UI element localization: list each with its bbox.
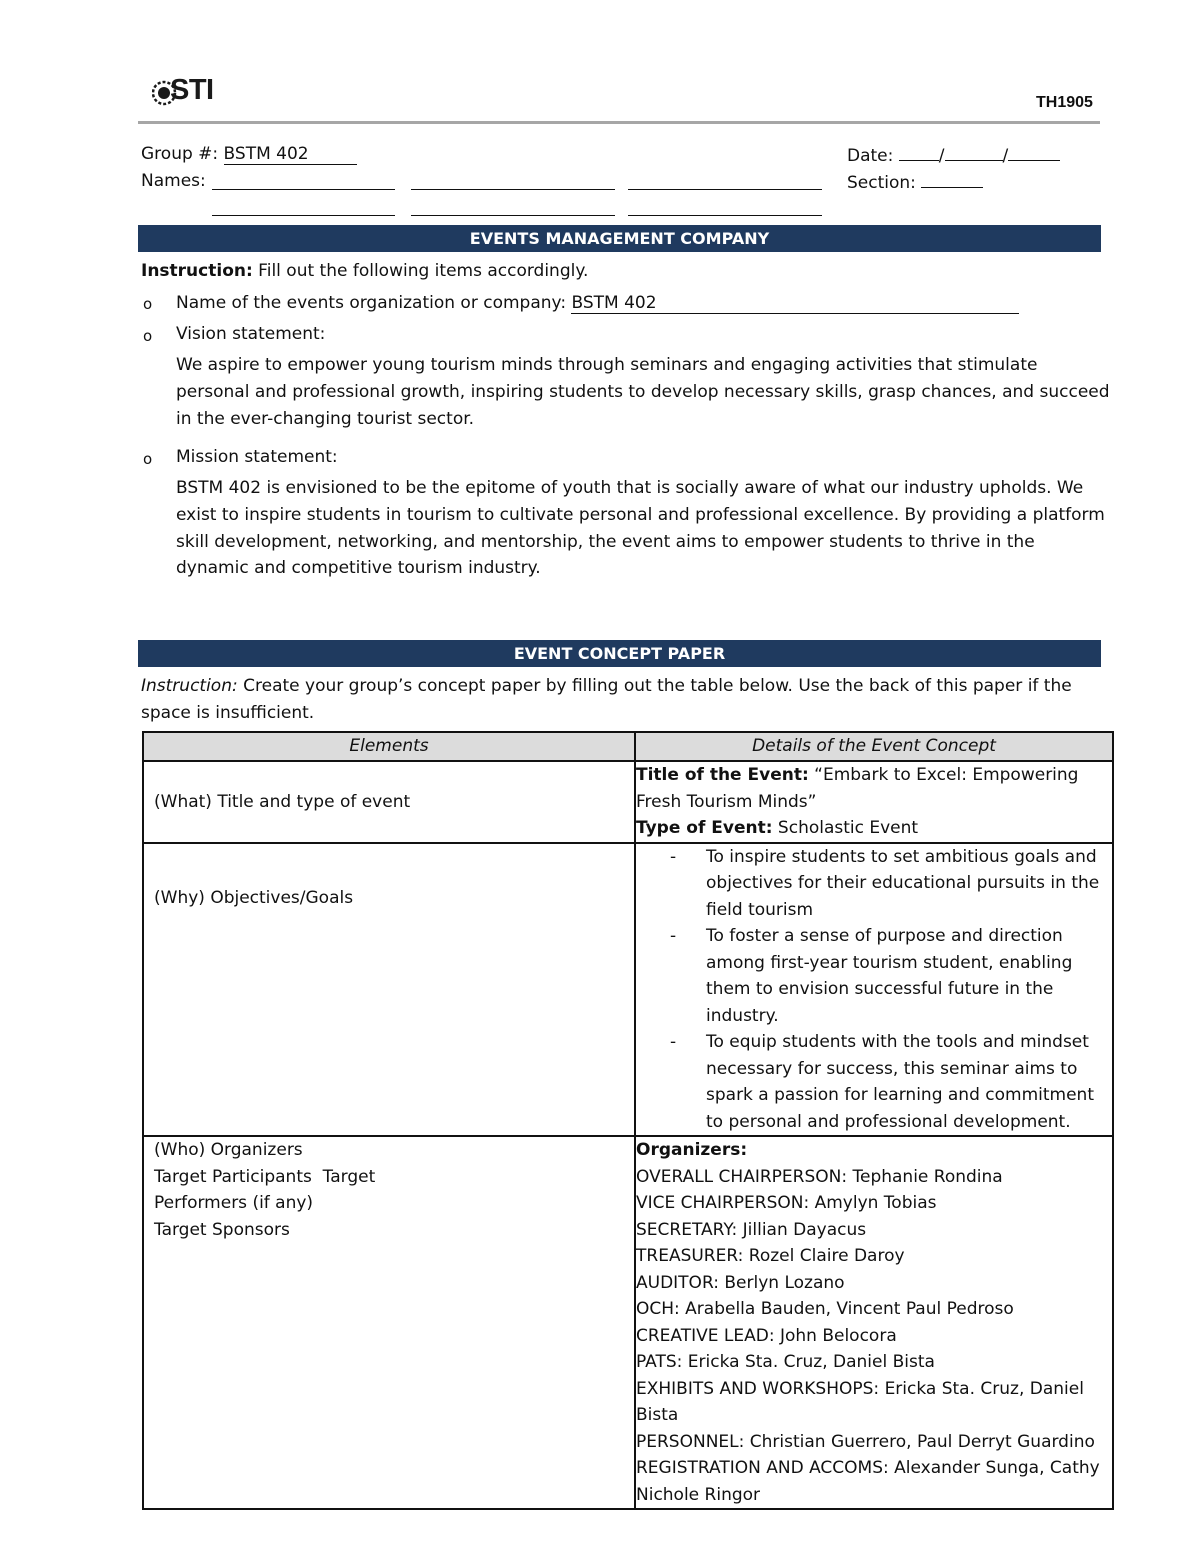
organizer-line	[636, 1376, 1112, 1403]
organizer-names: Christian Guerrero, Paul Derryt Guardino	[749, 1431, 1095, 1452]
group-value[interactable]: BSTM 402	[224, 144, 357, 165]
vision-line: in the ever-changing tourist sector.	[176, 408, 475, 429]
section-input[interactable]	[921, 168, 983, 188]
who-line: (Who) Organizers	[154, 1140, 303, 1160]
organizers-label: Organizers:	[636, 1140, 748, 1160]
vision-line: personal and professional growth, inspiring students to develop necessary skills, grasp chances, and succeed	[176, 381, 1110, 402]
date-label: Date:	[847, 146, 894, 166]
title-label: Title of the Event:	[636, 765, 809, 785]
objective-line: to personal and professional development.	[706, 1111, 1071, 1132]
mission-line: skill development, networking, and mentorship, the event aims to empower students to thrive in the	[176, 531, 1035, 552]
objective-line: field tourism	[706, 899, 814, 920]
name-field-1[interactable]	[212, 189, 395, 190]
type-label: Type of Event:	[636, 818, 773, 838]
instruction-1-text: Fill out the following items accordingly.	[252, 261, 589, 281]
organizer-names: Tephanie Rondina	[852, 1166, 1003, 1187]
events-management-banner: EVENTS MANAGEMENT COMPANY	[138, 225, 1101, 252]
instruction-1-label: Instruction:	[141, 261, 253, 281]
objective-line: them to envision successful future in the	[706, 979, 1054, 999]
title-value: “Embark to Excel: Empowering	[808, 765, 1079, 785]
organizer-names: Bista	[636, 1405, 679, 1425]
organizer-line	[636, 1402, 1112, 1429]
company-name-item	[176, 290, 1019, 317]
row-who-details[interactable]	[635, 1136, 1113, 1509]
organizer-role: OVERALL CHAIRPERSON:	[636, 1166, 853, 1187]
objective-line: industry.	[706, 1005, 779, 1026]
header-details: Details of the Event Concept	[635, 732, 1113, 761]
date-month-input[interactable]	[899, 141, 939, 161]
header-divider	[138, 121, 1100, 124]
organizer-line	[636, 1429, 1112, 1456]
instruction-2-line1: Create your group’s concept paper by filling out the table below. Use the back of this paper if the	[237, 676, 1072, 696]
objective-line: To equip students with the tools and mindset	[706, 1032, 1089, 1052]
organizer-line	[636, 1482, 1112, 1509]
dash-bullet: -	[670, 926, 677, 946]
objectives-list	[636, 844, 1112, 1136]
section-label: Section:	[847, 173, 916, 193]
instruction-2-label: Instruction:	[141, 676, 238, 696]
table-header-row	[143, 732, 1113, 761]
organizer-line	[636, 1349, 1112, 1376]
organizer-role: OCH:	[636, 1299, 686, 1319]
organizer-line	[636, 1323, 1112, 1350]
bullet-icon: o	[143, 295, 153, 313]
mission-line: exist to inspire students in tourism to cultivate personal and professional excellence. By providing a platform	[176, 504, 1105, 525]
organizer-names: Amylyn Tobias	[814, 1193, 937, 1213]
organizer-line	[636, 1217, 1112, 1244]
mission-label: Mission statement:	[176, 447, 338, 467]
event-concept-banner: EVENT CONCEPT PAPER	[138, 640, 1101, 667]
company-name-value[interactable]: BSTM 402	[571, 293, 1019, 314]
organizer-names: Arabella Bauden, Vincent Paul Pedroso	[685, 1299, 1014, 1319]
title-value-cont: Fresh Tourism Minds”	[636, 791, 817, 812]
vision-statement	[176, 352, 1110, 432]
date-separator-1: /	[938, 146, 945, 166]
organizers-list	[636, 1164, 1112, 1509]
organizer-line	[636, 1164, 1112, 1191]
organizer-role: PERSONNEL:	[636, 1431, 750, 1452]
objective-line: To inspire students to set ambitious goals and	[706, 846, 1097, 867]
organizer-names: Alexander Sunga, Cathy	[894, 1458, 1100, 1478]
group-field	[141, 141, 357, 168]
row-what-element: (What) Title and type of event	[143, 761, 635, 843]
row-why-label: (Why) Objectives/Goals	[154, 887, 354, 908]
table-row	[143, 1136, 1113, 1509]
organizer-role: PATS:	[636, 1352, 688, 1372]
row-what-details[interactable]	[635, 761, 1113, 843]
objective-line: spark a passion for learning and commitment	[706, 1085, 1094, 1105]
who-line: Performers (if any)	[154, 1193, 314, 1213]
group-label: Group #:	[141, 144, 219, 164]
row-who-element	[143, 1136, 635, 1509]
row-why-details[interactable]	[635, 843, 1113, 1137]
organizer-line	[636, 1270, 1112, 1297]
organizer-names: Berlyn Lozano	[724, 1272, 845, 1293]
header-elements: Elements	[143, 732, 635, 761]
table-row	[143, 761, 1113, 843]
type-value: Scholastic Event	[772, 818, 919, 838]
objective-line: among first-year tourism student, enabling	[706, 952, 1073, 973]
organizer-line	[636, 1243, 1112, 1270]
organizer-names: Rozel Claire Daroy	[748, 1246, 905, 1266]
organizer-line	[636, 1455, 1112, 1482]
list-item	[636, 844, 1112, 924]
document-code: TH1905	[1036, 94, 1093, 111]
name-field-2[interactable]	[411, 189, 615, 190]
organizer-role: VICE CHAIRPERSON:	[636, 1193, 815, 1213]
name-field-6[interactable]	[628, 215, 822, 216]
objective-line: objectives for their educational pursuits in the	[706, 873, 1100, 893]
organizer-names: John Belocora	[779, 1325, 897, 1346]
name-field-3[interactable]	[628, 189, 822, 190]
dash-bullet: -	[670, 1032, 677, 1052]
dash-bullet: -	[670, 846, 677, 867]
instruction-2-line2: space is insufficient.	[141, 703, 315, 723]
vision-line: We aspire to empower young tourism minds through seminars and engaging activities that stimulate	[176, 355, 1038, 375]
organizer-line	[636, 1190, 1112, 1217]
mission-line: dynamic and competitive tourism industry.	[176, 558, 541, 579]
organizer-role: AUDITOR:	[636, 1272, 725, 1293]
section-field	[847, 168, 983, 197]
organizer-role: CREATIVE LEAD:	[636, 1325, 780, 1346]
row-why-element	[143, 843, 635, 1137]
organizer-line	[636, 1296, 1112, 1323]
table-row	[143, 843, 1113, 1137]
organizer-names: Ericka Sta. Cruz, Daniel Bista	[687, 1352, 935, 1372]
date-separator-2: /	[1002, 146, 1009, 166]
who-line: Target Participants Target	[154, 1166, 376, 1187]
date-day-input[interactable]	[945, 141, 1003, 161]
list-item	[636, 923, 1112, 1029]
names-label: Names:	[141, 171, 206, 191]
mission-line: BSTM 402 is envisioned to be the epitome of youth that is socially aware of what our industry upholds. We	[176, 478, 1084, 498]
sti-logo-text: STI	[170, 74, 214, 106]
date-field	[847, 141, 1060, 170]
vision-label: Vision statement:	[176, 324, 326, 344]
organizer-role: SECRETARY:	[636, 1219, 743, 1240]
company-name-label: Name of the events organization or company:	[176, 293, 567, 313]
bullet-icon: o	[143, 450, 153, 468]
organizer-role: REGISTRATION AND ACCOMS:	[636, 1458, 895, 1478]
instruction-2	[141, 673, 1072, 700]
concept-table	[142, 731, 1114, 1510]
instruction-1	[141, 258, 588, 285]
date-year-input[interactable]	[1008, 141, 1060, 161]
bullet-icon: o	[143, 327, 153, 345]
list-item	[636, 1029, 1112, 1135]
name-field-4[interactable]	[212, 215, 395, 216]
organizer-names: Nichole Ringor	[636, 1484, 761, 1505]
organizer-names: Ericka Sta. Cruz, Daniel	[884, 1378, 1084, 1399]
objective-line: To foster a sense of purpose and direction	[706, 926, 1063, 946]
objective-line: necessary for success, this seminar aims to	[706, 1058, 1078, 1079]
who-line: Target Sponsors	[154, 1219, 290, 1240]
name-field-5[interactable]	[411, 215, 615, 216]
mission-statement	[176, 475, 1105, 582]
organizer-names: Jillian Dayacus	[742, 1219, 867, 1240]
organizer-role: EXHIBITS AND WORKSHOPS:	[636, 1378, 885, 1399]
organizer-role: TREASURER:	[636, 1246, 749, 1266]
